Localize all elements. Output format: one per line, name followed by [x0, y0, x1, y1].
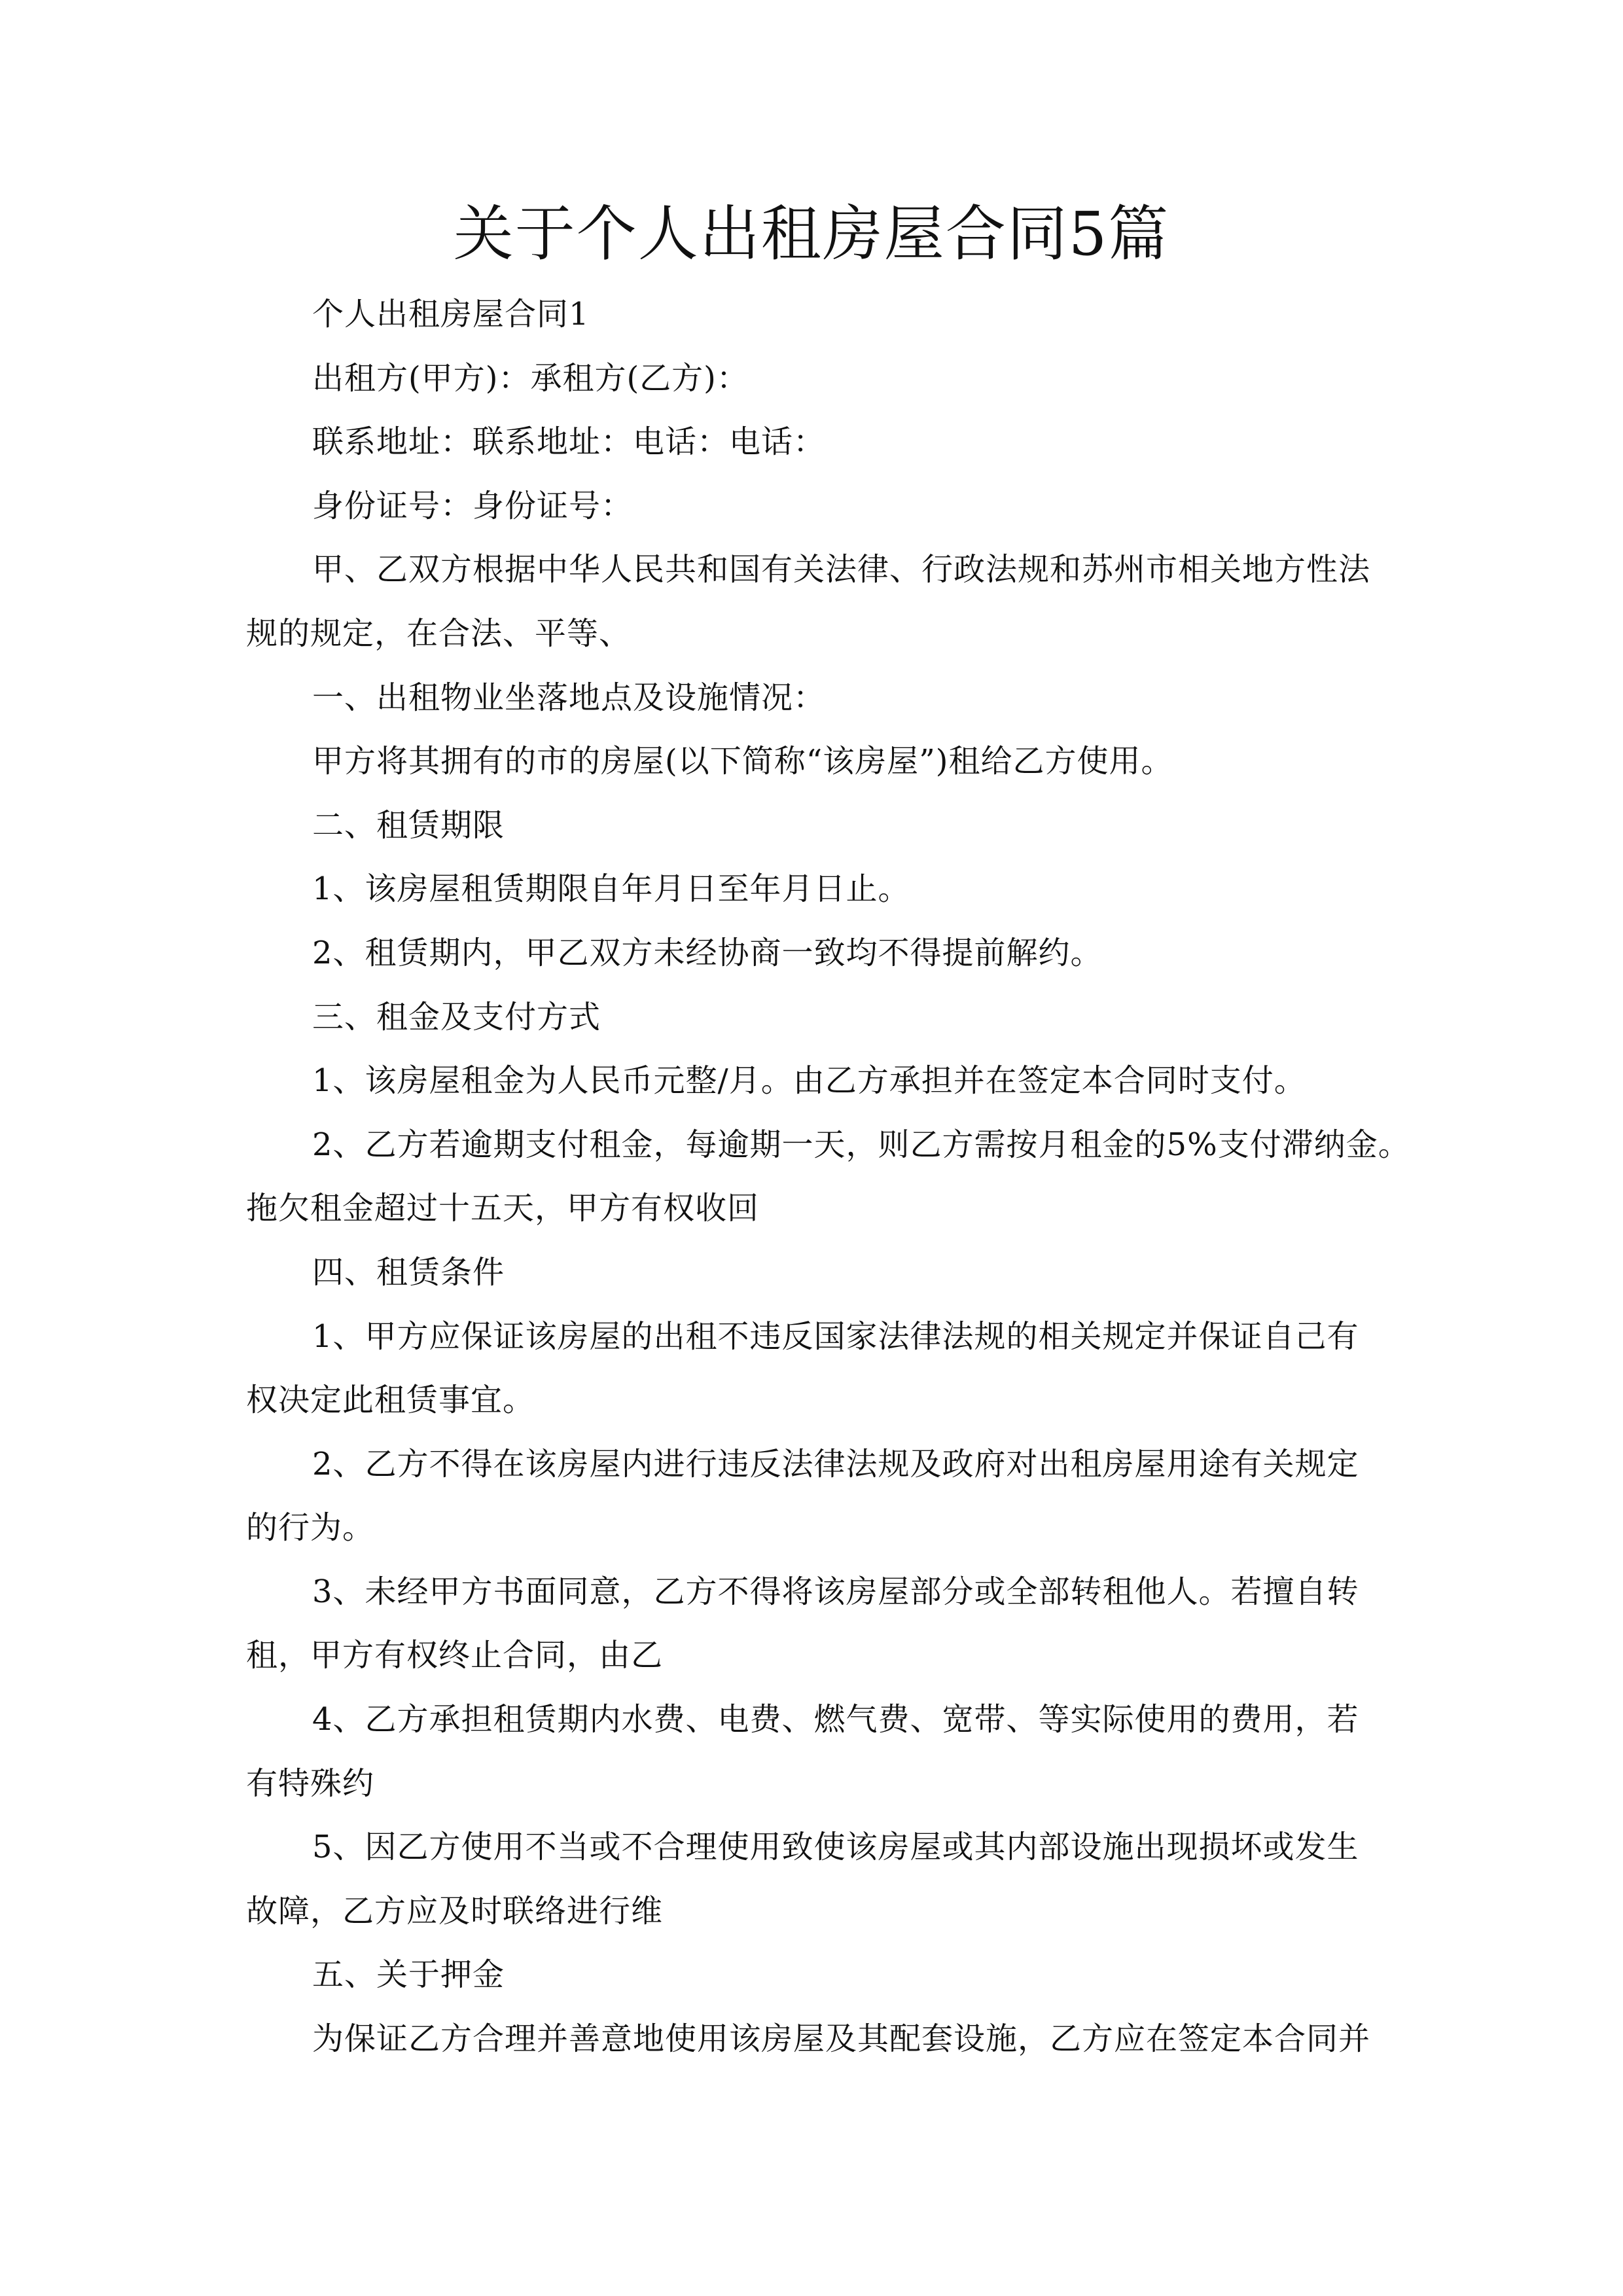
paragraph [246, 730, 1385, 794]
paragraph-line: 联系地址：联系地址：电话：电话： [312, 423, 826, 461]
paragraph [246, 1943, 1385, 2007]
paragraph [246, 986, 1385, 1050]
paragraph [246, 538, 1385, 666]
paragraph-line: 1、该房屋租赁期限自年月日至年月日止。 [312, 870, 910, 908]
paragraph-line: 四、租赁条件 [312, 1253, 505, 1291]
paragraph-line: 五、关于押金 [312, 1956, 505, 1994]
paragraph [246, 794, 1385, 858]
paragraph-line: 为保证乙方合理并善意地使用该房屋及其配套设施，乙方应在签定本合同并 [312, 2020, 1371, 2058]
paragraph-line: 规的规定，在合法、平等、 [246, 615, 632, 652]
paragraph [246, 1688, 1385, 1816]
paragraph-line: 2、乙方不得在该房屋内进行违反法律法规及政府对出租房屋用途有关规定 [312, 1445, 1359, 1482]
paragraph-line: 的行为。 [246, 1509, 375, 1547]
paragraph-line: 3、未经甲方书面同意，乙方不得将该房屋部分或全部转租他人。若擅自转 [312, 1573, 1359, 1610]
paragraph-line: 1、该房屋租金为人民币元整/月。由乙方承担并在签定本合同时支付。 [312, 1062, 1306, 1100]
paragraph-line: 1、甲方应保证该房屋的出租不违反国家法律法规的相关规定并保证自己有 [312, 1318, 1359, 1355]
paragraph [246, 1560, 1385, 1688]
paragraph [246, 857, 1385, 922]
paragraph-line: 甲、乙双方根据中华人民共和国有关法律、行政法规和苏州市相关地方性法 [312, 551, 1371, 588]
paragraph-line: 2、乙方若逾期支付租金，每逾期一天，则乙方需按月租金的5%支付滞纳金。 [312, 1126, 1410, 1163]
document-body [246, 283, 1410, 2072]
paragraph-line: 出租方(甲方)：承租方(乙方)： [312, 359, 749, 397]
paragraph-line: 租，甲方有权终止合同，由乙 [246, 1637, 664, 1674]
paragraph [246, 1113, 1410, 1241]
paragraph-line: 2、租赁期内，甲乙双方未经协商一致均不得提前解约。 [312, 934, 1103, 971]
paragraph-line: 甲方将其拥有的市的房屋(以下简称“该房屋”)租给乙方使用。 [312, 743, 1173, 780]
paragraph [246, 1816, 1385, 1943]
paragraph [246, 1241, 1385, 1305]
paragraph [246, 347, 1385, 411]
paragraph [246, 475, 1385, 539]
paragraph-line: 4、乙方承担租赁期内水费、电费、燃气费、宽带、等实际使用的费用，若 [312, 1701, 1359, 1738]
paragraph [246, 1049, 1385, 1113]
paragraph [246, 922, 1385, 986]
paragraph-line: 三、租金及支付方式 [312, 998, 601, 1035]
paragraph-line: 二、租赁期限 [312, 806, 505, 844]
paragraph-line: 故障，乙方应及时联络进行维 [246, 1892, 664, 1929]
paragraph [246, 1433, 1385, 1560]
document-title: 关于个人出租房屋合同5篇 [453, 199, 1170, 269]
paragraph-line: 权决定此租赁事宜。 [246, 1382, 535, 1419]
paragraph-line: 拖欠租金超过十五天，甲方有权收回 [246, 1190, 760, 1227]
paragraph [246, 283, 1385, 347]
paragraph-line: 一、出租物业坐落地点及设施情况： [312, 679, 826, 716]
paragraph [246, 666, 1385, 730]
paragraph-line: 身份证号：身份证号： [312, 487, 633, 524]
paragraph [246, 1305, 1385, 1433]
paragraph [246, 2007, 1385, 2072]
paragraph-line: 个人出租房屋合同1 [312, 296, 590, 332]
paragraph-line: 5、因乙方使用不当或不合理使用致使该房屋或其内部设施出现损坏或发生 [312, 1829, 1359, 1866]
paragraph-line: 有特殊约 [246, 1765, 375, 1802]
paragraph [246, 410, 1385, 475]
